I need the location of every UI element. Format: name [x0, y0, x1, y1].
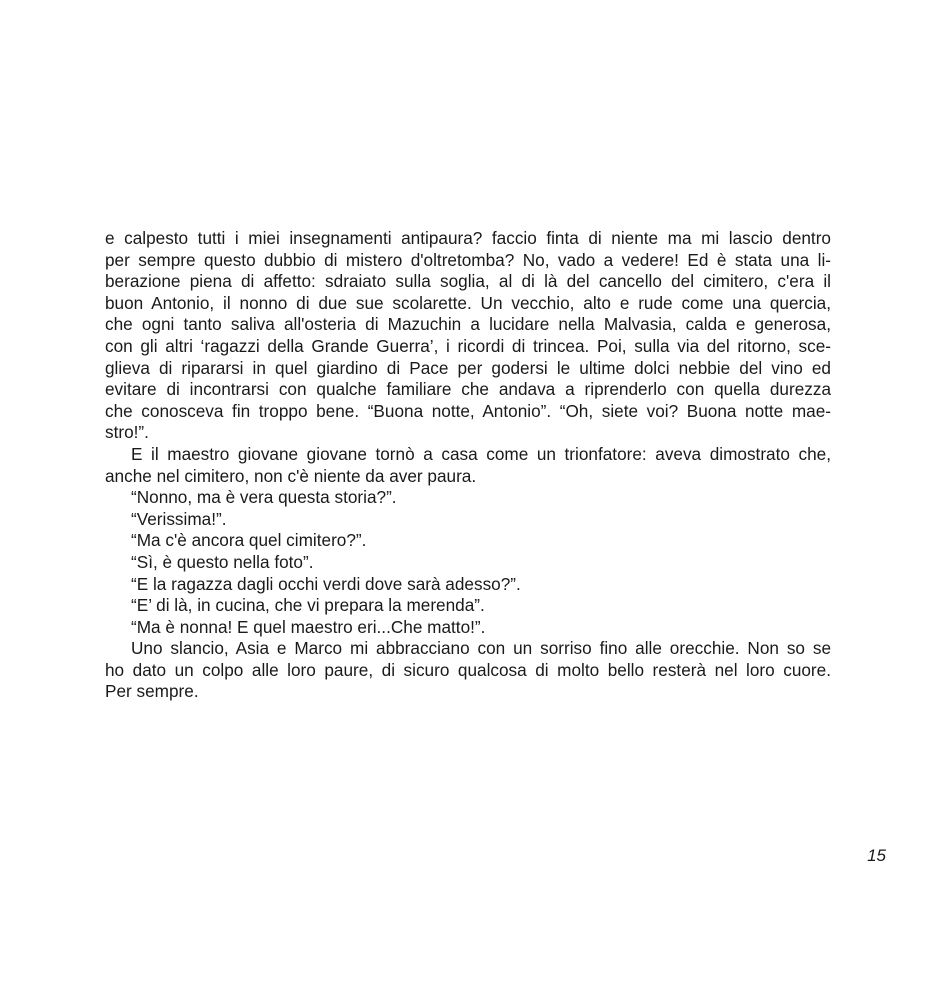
text-line: berazione piena di affetto: sdraiato sulla soglia, al di là del cancello del cimitero, c'era il	[105, 271, 831, 292]
dialogue-line: “Nonno, ma è vera questa storia?”.	[131, 487, 397, 508]
text-line: anche nel cimitero, non c'è niente da aver paura.	[105, 465, 477, 486]
dialogue-line: “E’ di là, in cucina, che vi prepara la merenda”.	[131, 595, 485, 616]
text-line: per sempre questo dubbio di mistero d'oltretomba? No, vado a vedere! Ed è stata una li-	[105, 249, 831, 270]
text-line: che conosceva fin troppo bene. “Buona notte, Antonio”. “Oh, siete voi? Buona notte mae-	[105, 400, 831, 421]
dialogue-line: “Sì, è questo nella foto”.	[131, 551, 314, 572]
text-line: buon Antonio, il nonno di due sue scolarette. Un vecchio, alto e rude come una quercia,	[105, 292, 831, 313]
text-line: con gli altri ‘ragazzi della Grande Guerra’, i ricordi di trincea. Poi, sulla via del ritorno, sce-	[105, 335, 831, 356]
page-number: 15	[867, 846, 886, 865]
text-line: glieva di ripararsi in quel giardino di Pace per godersi le ultime dolci nebbie del vino ed	[105, 357, 831, 378]
text-line: Uno slancio, Asia e Marco mi abbracciano con un sorriso fino alle orecchie. Non so se	[131, 638, 831, 659]
dialogue-line: “Verissima!”.	[131, 508, 227, 529]
dialogue-line: “E la ragazza dagli occhi verdi dove sarà adesso?”.	[131, 573, 521, 594]
text-line: E il maestro giovane giovane tornò a casa come un trionfatore: aveva dimostrato che,	[131, 443, 831, 464]
text-line: e calpesto tutti i miei insegnamenti antipaura? faccio finta di niente ma mi lascio dentro	[105, 228, 831, 248]
text-line: ho dato un colpo alle loro paure, di sicuro qualcosa di molto bello resterà nel loro cuore.	[105, 659, 831, 680]
text-line: Per sempre.	[105, 681, 199, 702]
text-line: stro!”.	[105, 422, 149, 443]
text-line: che ogni tanto saliva all'osteria di Mazuchin a lucidare nella Malvasia, calda e generosa,	[105, 314, 831, 335]
dialogue-line: “Ma c'è ancora quel cimitero?”.	[131, 530, 367, 551]
dialogue-line: “Ma è nonna! E quel maestro eri...Che matto!”.	[131, 616, 486, 637]
body-text	[105, 228, 831, 703]
text-line: evitare di incontrarsi con qualche familiare che andava a riprenderlo con quella durezza	[105, 379, 831, 400]
